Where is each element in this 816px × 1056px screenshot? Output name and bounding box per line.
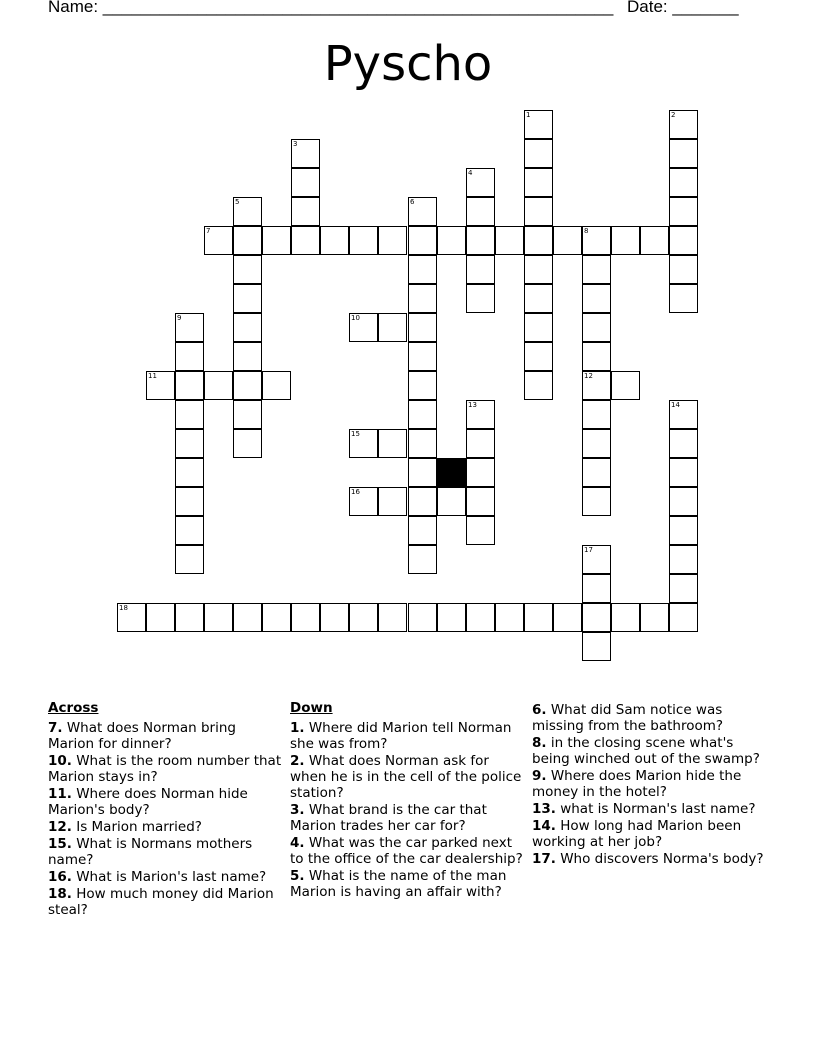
crossword-cell[interactable] <box>611 603 640 632</box>
crossword-cell[interactable] <box>437 487 466 516</box>
crossword-cell[interactable] <box>320 603 349 632</box>
clue-number: 7. <box>48 720 63 736</box>
crossword-cell[interactable] <box>175 458 204 487</box>
clue-item <box>532 702 767 734</box>
crossword-cell[interactable] <box>378 313 407 342</box>
crossword-cell[interactable] <box>437 226 466 255</box>
crossword-cell[interactable] <box>408 458 437 487</box>
crossword-cell[interactable] <box>378 429 407 458</box>
clue-text: Where does Marion hide the money in the hotel? <box>532 768 742 800</box>
clue-item <box>290 835 525 867</box>
crossword-cell[interactable] <box>524 603 553 632</box>
crossword-cell[interactable] <box>524 313 553 342</box>
crossword-cell[interactable] <box>233 400 262 429</box>
cell-number: 17 <box>584 546 593 554</box>
crossword-cell[interactable] <box>669 545 698 574</box>
clue-number: 5. <box>290 868 305 884</box>
name-field-label: Name: ______________________________________________________ <box>48 0 614 16</box>
crossword-cell[interactable] <box>291 139 320 168</box>
cell-number: 10 <box>351 314 360 322</box>
crossword-cell[interactable] <box>175 342 204 371</box>
crossword-cell[interactable] <box>524 168 553 197</box>
cell-number: 5 <box>235 198 240 206</box>
crossword-cell[interactable] <box>669 255 698 284</box>
crossword-cell[interactable] <box>582 603 611 632</box>
crossword-cell[interactable] <box>611 226 640 255</box>
crossword-cell[interactable] <box>669 574 698 603</box>
crossword-cell[interactable] <box>175 545 204 574</box>
clue-item <box>48 786 283 818</box>
crossword-cell[interactable] <box>233 226 262 255</box>
crossword-cell[interactable] <box>669 197 698 226</box>
crossword-cell[interactable] <box>408 603 437 632</box>
crossword-cell[interactable] <box>204 603 233 632</box>
clue-number: 3. <box>290 802 305 818</box>
crossword-cell[interactable] <box>466 400 495 429</box>
clue-item <box>532 735 767 767</box>
crossword-cell[interactable] <box>204 371 233 400</box>
crossword-cell[interactable] <box>669 168 698 197</box>
across-clues <box>48 700 283 919</box>
crossword-cell[interactable] <box>582 400 611 429</box>
cell-number: 9 <box>177 314 182 322</box>
cell-number: 15 <box>351 430 360 438</box>
crossword-cell[interactable] <box>466 603 495 632</box>
crossword-cell[interactable] <box>640 603 669 632</box>
crossword-cell[interactable] <box>233 197 262 226</box>
crossword-cell[interactable] <box>233 371 262 400</box>
crossword-cell[interactable] <box>669 110 698 139</box>
clue-number: 1. <box>290 720 305 736</box>
clue-number: 13. <box>532 801 556 817</box>
crossword-cell[interactable] <box>175 603 204 632</box>
crossword-cell[interactable] <box>524 197 553 226</box>
crossword-cell[interactable] <box>524 255 553 284</box>
crossword-cell[interactable] <box>466 487 495 516</box>
clue-text: Where does Norman hide Marion's body? <box>48 786 248 818</box>
clue-item <box>48 886 283 918</box>
crossword-cell[interactable] <box>291 197 320 226</box>
crossword-cell[interactable] <box>582 458 611 487</box>
crossword-cell[interactable] <box>349 226 378 255</box>
crossword-cell[interactable] <box>669 429 698 458</box>
crossword-cell[interactable] <box>408 400 437 429</box>
clue-number: 10. <box>48 753 72 769</box>
crossword-cell[interactable] <box>146 603 175 632</box>
clue-item <box>290 802 525 834</box>
cell-number: 3 <box>293 140 298 148</box>
clue-number: 14. <box>532 818 556 834</box>
clue-text: Who discovers Norma's body? <box>555 851 764 867</box>
black-square <box>437 458 466 487</box>
clue-item <box>532 851 767 867</box>
clue-text: What brand is the car that Marion trades her car for? <box>290 802 487 834</box>
clue-text: Is Marion married? <box>71 819 202 835</box>
crossword-cell[interactable] <box>408 197 437 226</box>
crossword-cell[interactable] <box>495 226 524 255</box>
clue-item <box>290 868 525 900</box>
clue-text: How long had Marion been working at her job? <box>532 818 742 850</box>
crossword-cell[interactable] <box>408 284 437 313</box>
crossword-cell[interactable] <box>408 371 437 400</box>
clue-text: What is Marion's last name? <box>71 869 267 885</box>
clue-number: 2. <box>290 753 305 769</box>
crossword-cell[interactable] <box>437 603 466 632</box>
crossword-cell[interactable] <box>204 226 233 255</box>
crossword-cell[interactable] <box>466 255 495 284</box>
crossword-cell[interactable] <box>408 226 437 255</box>
crossword-cell[interactable] <box>408 545 437 574</box>
cell-number: 14 <box>671 401 680 409</box>
crossword-cell[interactable] <box>378 603 407 632</box>
crossword-cell[interactable] <box>466 458 495 487</box>
crossword-cell[interactable] <box>233 313 262 342</box>
crossword-cell[interactable] <box>582 313 611 342</box>
crossword-cell[interactable] <box>524 110 553 139</box>
crossword-cell[interactable] <box>175 487 204 516</box>
crossword-cell[interactable] <box>669 458 698 487</box>
crossword-cell[interactable] <box>611 371 640 400</box>
clue-item <box>48 836 283 868</box>
crossword-cell[interactable] <box>582 371 611 400</box>
clue-item <box>48 720 283 752</box>
clue-number: 15. <box>48 836 72 852</box>
crossword-cell[interactable] <box>291 226 320 255</box>
puzzle-title: Pyscho <box>323 36 493 92</box>
crossword-cell[interactable] <box>262 371 291 400</box>
down-heading: Down <box>290 700 333 716</box>
crossword-cell[interactable] <box>466 284 495 313</box>
crossword-cell[interactable] <box>408 429 437 458</box>
clue-text: What was the car parked next to the office of the car dealership? <box>290 835 523 867</box>
across-heading: Across <box>48 700 99 716</box>
crossword-cell[interactable] <box>175 371 204 400</box>
crossword-cell[interactable] <box>669 400 698 429</box>
clue-text: How much money did Marion steal? <box>48 886 274 918</box>
crossword-cell[interactable] <box>669 516 698 545</box>
crossword-cell[interactable] <box>669 139 698 168</box>
crossword-cell[interactable] <box>669 487 698 516</box>
cell-number: 18 <box>119 604 128 612</box>
clue-number: 9. <box>532 768 547 784</box>
date-field-label: Date: _______ <box>627 0 739 16</box>
crossword-cell[interactable] <box>408 516 437 545</box>
crossword-cell[interactable] <box>349 603 378 632</box>
clue-item <box>48 869 283 885</box>
clue-item <box>48 753 283 785</box>
crossword-cell[interactable] <box>582 284 611 313</box>
cell-number: 6 <box>410 198 415 206</box>
crossword-cell[interactable] <box>524 284 553 313</box>
cell-number: 11 <box>148 372 157 380</box>
crossword-cell[interactable] <box>233 603 262 632</box>
crossword-cell[interactable] <box>553 603 582 632</box>
crossword-cell[interactable] <box>233 284 262 313</box>
clue-text: What does Norman ask for when he is in the cell of the police station? <box>290 753 522 801</box>
crossword-cell[interactable] <box>669 284 698 313</box>
crossword-cell[interactable] <box>408 313 437 342</box>
cell-number: 2 <box>671 111 676 119</box>
clue-item <box>532 801 767 817</box>
clue-item <box>48 819 283 835</box>
clue-text: What is the room number that Marion stays in? <box>48 753 282 785</box>
crossword-cell[interactable] <box>408 487 437 516</box>
clue-item <box>290 720 525 752</box>
crossword-cell[interactable] <box>146 371 175 400</box>
clue-number: 4. <box>290 835 305 851</box>
crossword-cell[interactable] <box>582 632 611 661</box>
cell-number: 7 <box>206 227 211 235</box>
crossword-cell[interactable] <box>349 429 378 458</box>
clue-text: What is the name of the man Marion is having an affair with? <box>290 868 507 900</box>
clue-number: 18. <box>48 886 72 902</box>
cell-number: 12 <box>584 372 593 380</box>
down-clues-continued <box>532 702 767 868</box>
crossword-cell[interactable] <box>262 603 291 632</box>
crossword-cell[interactable] <box>320 226 349 255</box>
crossword-cell[interactable] <box>640 226 669 255</box>
crossword-cell[interactable] <box>466 197 495 226</box>
crossword-cell[interactable] <box>466 168 495 197</box>
crossword-cell[interactable] <box>408 342 437 371</box>
clue-number: 17. <box>532 851 556 867</box>
crossword-cell[interactable] <box>175 313 204 342</box>
cell-number: 4 <box>468 169 473 177</box>
crossword-cell[interactable] <box>582 574 611 603</box>
clue-number: 6. <box>532 702 547 718</box>
clue-number: 16. <box>48 869 72 885</box>
crossword-cell[interactable] <box>495 603 524 632</box>
clue-text: in the closing scene what's being winched out of the swamp? <box>532 735 760 767</box>
down-clues <box>290 700 525 901</box>
crossword-cell[interactable] <box>291 603 320 632</box>
crossword-cell[interactable] <box>291 168 320 197</box>
crossword-cell[interactable] <box>349 313 378 342</box>
clue-text: Where did Marion tell Norman she was from? <box>290 720 512 752</box>
crossword-cell[interactable] <box>175 516 204 545</box>
crossword-cell[interactable] <box>466 429 495 458</box>
crossword-cell[interactable] <box>466 226 495 255</box>
clue-number: 12. <box>48 819 72 835</box>
crossword-cell[interactable] <box>582 545 611 574</box>
crossword-cell[interactable] <box>349 487 378 516</box>
clue-item <box>532 818 767 850</box>
cell-number: 1 <box>526 111 531 119</box>
crossword-cell[interactable] <box>175 400 204 429</box>
crossword-cell[interactable] <box>117 603 146 632</box>
clue-text: What did Sam notice was missing from the bathroom? <box>532 702 724 734</box>
crossword-cell[interactable] <box>582 429 611 458</box>
crossword-cell[interactable] <box>378 226 407 255</box>
clue-text: what is Norman's last name? <box>555 801 756 817</box>
crossword-cell[interactable] <box>233 342 262 371</box>
crossword-cell[interactable] <box>378 487 407 516</box>
crossword-cell[interactable] <box>582 226 611 255</box>
clue-text: What does Norman bring Marion for dinner? <box>48 720 236 752</box>
clue-number: 8. <box>532 735 547 751</box>
crossword-cell[interactable] <box>524 226 553 255</box>
clue-text: What is Normans mothers name? <box>48 836 253 868</box>
crossword-cell[interactable] <box>524 342 553 371</box>
crossword-cell[interactable] <box>233 429 262 458</box>
crossword-cell[interactable] <box>669 226 698 255</box>
cell-number: 8 <box>584 227 589 235</box>
crossword-cell[interactable] <box>524 139 553 168</box>
crossword-cell[interactable] <box>582 255 611 284</box>
clue-item <box>532 768 767 800</box>
crossword-cell[interactable] <box>524 371 553 400</box>
crossword-cell[interactable] <box>582 487 611 516</box>
cell-number: 13 <box>468 401 477 409</box>
crossword-cell[interactable] <box>233 255 262 284</box>
crossword-cell[interactable] <box>175 429 204 458</box>
crossword-cell[interactable] <box>466 516 495 545</box>
clue-item <box>290 753 525 801</box>
crossword-cell[interactable] <box>553 226 582 255</box>
clue-number: 11. <box>48 786 72 802</box>
crossword-cell[interactable] <box>408 255 437 284</box>
cell-number: 16 <box>351 488 360 496</box>
crossword-cell[interactable] <box>582 342 611 371</box>
crossword-cell[interactable] <box>669 603 698 632</box>
crossword-cell[interactable] <box>262 226 291 255</box>
